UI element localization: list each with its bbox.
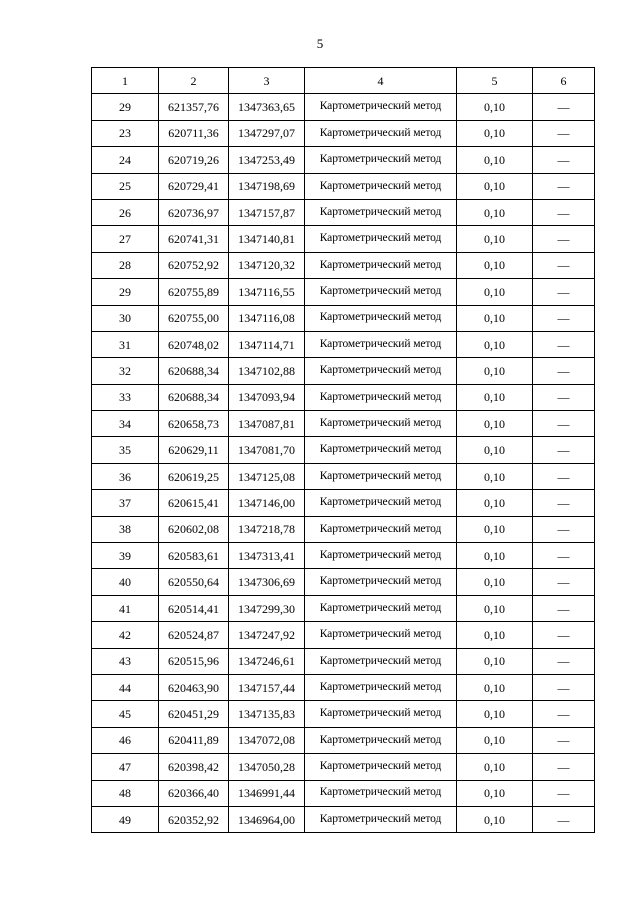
method-cell: Картометрический метод xyxy=(305,358,457,384)
method-cell: Картометрический метод xyxy=(305,569,457,595)
method-cell: Картометрический метод xyxy=(305,622,457,648)
note-cell: — xyxy=(533,252,595,278)
accuracy-cell: 0,10 xyxy=(457,674,533,700)
note-cell: — xyxy=(533,780,595,806)
x-coordinate-cell: 620515,96 xyxy=(159,648,229,674)
accuracy-cell: 0,10 xyxy=(457,543,533,569)
y-coordinate-cell: 1347072,08 xyxy=(229,727,305,753)
table-row xyxy=(92,305,595,331)
y-coordinate-cell: 1347120,32 xyxy=(229,252,305,278)
accuracy-cell: 0,10 xyxy=(457,437,533,463)
point-number-cell: 35 xyxy=(92,437,159,463)
point-number-cell: 31 xyxy=(92,331,159,357)
point-number-cell: 43 xyxy=(92,648,159,674)
point-number-cell: 32 xyxy=(92,358,159,384)
note-cell: — xyxy=(533,490,595,516)
point-number-cell: 36 xyxy=(92,463,159,489)
table-row xyxy=(92,252,595,278)
table-row xyxy=(92,727,595,753)
column-header: 1 xyxy=(92,68,159,94)
note-cell: — xyxy=(533,806,595,832)
table-body xyxy=(92,94,595,833)
accuracy-cell: 0,10 xyxy=(457,358,533,384)
accuracy-cell: 0,10 xyxy=(457,94,533,120)
method-cell: Картометрический метод xyxy=(305,437,457,463)
y-coordinate-cell: 1347081,70 xyxy=(229,437,305,463)
note-cell: — xyxy=(533,463,595,489)
table-row xyxy=(92,358,595,384)
note-cell: — xyxy=(533,411,595,437)
accuracy-cell: 0,10 xyxy=(457,701,533,727)
accuracy-cell: 0,10 xyxy=(457,120,533,146)
point-number-cell: 42 xyxy=(92,622,159,648)
table-row xyxy=(92,384,595,410)
note-cell: — xyxy=(533,674,595,700)
table-header xyxy=(92,68,595,94)
x-coordinate-cell: 620741,31 xyxy=(159,226,229,252)
point-number-cell: 23 xyxy=(92,120,159,146)
method-cell: Картометрический метод xyxy=(305,384,457,410)
page-number: 5 xyxy=(316,36,324,51)
table-row xyxy=(92,754,595,780)
x-coordinate-cell: 620411,89 xyxy=(159,727,229,753)
point-number-cell: 25 xyxy=(92,173,159,199)
accuracy-cell: 0,10 xyxy=(457,569,533,595)
point-number-cell: 45 xyxy=(92,701,159,727)
point-number-cell: 44 xyxy=(92,674,159,700)
x-coordinate-cell: 620755,89 xyxy=(159,279,229,305)
table-row xyxy=(92,173,595,199)
y-coordinate-cell: 1347135,83 xyxy=(229,701,305,727)
accuracy-cell: 0,10 xyxy=(457,226,533,252)
table-row xyxy=(92,543,595,569)
table-row xyxy=(92,569,595,595)
point-number-cell: 24 xyxy=(92,147,159,173)
point-number-cell: 27 xyxy=(92,226,159,252)
y-coordinate-cell: 1347246,61 xyxy=(229,648,305,674)
coordinates-table xyxy=(91,67,595,833)
note-cell: — xyxy=(533,384,595,410)
table-row xyxy=(92,437,595,463)
x-coordinate-cell: 620629,11 xyxy=(159,437,229,463)
point-number-cell: 41 xyxy=(92,595,159,621)
point-number-cell: 48 xyxy=(92,780,159,806)
note-cell: — xyxy=(533,437,595,463)
note-cell: — xyxy=(533,622,595,648)
method-cell: Картометрический метод xyxy=(305,516,457,542)
point-number-cell: 37 xyxy=(92,490,159,516)
y-coordinate-cell: 1347114,71 xyxy=(229,331,305,357)
x-coordinate-cell: 620550,64 xyxy=(159,569,229,595)
note-cell: — xyxy=(533,173,595,199)
method-cell: Картометрический метод xyxy=(305,120,457,146)
method-cell: Картометрический метод xyxy=(305,648,457,674)
x-coordinate-cell: 620398,42 xyxy=(159,754,229,780)
table-row xyxy=(92,411,595,437)
method-cell: Картометрический метод xyxy=(305,411,457,437)
table-row xyxy=(92,595,595,621)
y-coordinate-cell: 1346964,00 xyxy=(229,806,305,832)
accuracy-cell: 0,10 xyxy=(457,516,533,542)
x-coordinate-cell: 621357,76 xyxy=(159,94,229,120)
accuracy-cell: 0,10 xyxy=(457,622,533,648)
accuracy-cell: 0,10 xyxy=(457,384,533,410)
note-cell: — xyxy=(533,701,595,727)
table-row xyxy=(92,674,595,700)
x-coordinate-cell: 620615,41 xyxy=(159,490,229,516)
x-coordinate-cell: 620658,73 xyxy=(159,411,229,437)
y-coordinate-cell: 1347157,44 xyxy=(229,674,305,700)
method-cell: Картометрический метод xyxy=(305,147,457,173)
x-coordinate-cell: 620583,61 xyxy=(159,543,229,569)
x-coordinate-cell: 620602,08 xyxy=(159,516,229,542)
y-coordinate-cell: 1347198,69 xyxy=(229,173,305,199)
x-coordinate-cell: 620755,00 xyxy=(159,305,229,331)
table-row xyxy=(92,648,595,674)
method-cell: Картометрический метод xyxy=(305,701,457,727)
y-coordinate-cell: 1347299,30 xyxy=(229,595,305,621)
y-coordinate-cell: 1347146,00 xyxy=(229,490,305,516)
table-row xyxy=(92,780,595,806)
point-number-cell: 30 xyxy=(92,305,159,331)
x-coordinate-cell: 620366,40 xyxy=(159,780,229,806)
method-cell: Картометрический метод xyxy=(305,279,457,305)
accuracy-cell: 0,10 xyxy=(457,173,533,199)
table-row xyxy=(92,94,595,120)
table-row xyxy=(92,331,595,357)
note-cell: — xyxy=(533,226,595,252)
point-number-cell: 28 xyxy=(92,252,159,278)
accuracy-cell: 0,10 xyxy=(457,331,533,357)
method-cell: Картометрический метод xyxy=(305,754,457,780)
y-coordinate-cell: 1347116,08 xyxy=(229,305,305,331)
column-header: 2 xyxy=(159,68,229,94)
method-cell: Картометрический метод xyxy=(305,305,457,331)
y-coordinate-cell: 1347125,08 xyxy=(229,463,305,489)
point-number-cell: 49 xyxy=(92,806,159,832)
accuracy-cell: 0,10 xyxy=(457,490,533,516)
accuracy-cell: 0,10 xyxy=(457,411,533,437)
y-coordinate-cell: 1347140,81 xyxy=(229,226,305,252)
table-row xyxy=(92,490,595,516)
note-cell: — xyxy=(533,199,595,225)
method-cell: Картометрический метод xyxy=(305,727,457,753)
note-cell: — xyxy=(533,516,595,542)
accuracy-cell: 0,10 xyxy=(457,252,533,278)
note-cell: — xyxy=(533,727,595,753)
method-cell: Картометрический метод xyxy=(305,674,457,700)
note-cell: — xyxy=(533,120,595,146)
y-coordinate-cell: 1347306,69 xyxy=(229,569,305,595)
table-row xyxy=(92,120,595,146)
table-row xyxy=(92,279,595,305)
method-cell: Картометрический метод xyxy=(305,463,457,489)
method-cell: Картометрический метод xyxy=(305,490,457,516)
note-cell: — xyxy=(533,648,595,674)
accuracy-cell: 0,10 xyxy=(457,147,533,173)
note-cell: — xyxy=(533,279,595,305)
accuracy-cell: 0,10 xyxy=(457,279,533,305)
accuracy-cell: 0,10 xyxy=(457,754,533,780)
table-row xyxy=(92,463,595,489)
note-cell: — xyxy=(533,543,595,569)
point-number-cell: 29 xyxy=(92,94,159,120)
column-header: 3 xyxy=(229,68,305,94)
method-cell: Картометрический метод xyxy=(305,543,457,569)
y-coordinate-cell: 1347087,81 xyxy=(229,411,305,437)
accuracy-cell: 0,10 xyxy=(457,305,533,331)
table-row xyxy=(92,226,595,252)
note-cell: — xyxy=(533,569,595,595)
x-coordinate-cell: 620619,25 xyxy=(159,463,229,489)
note-cell: — xyxy=(533,331,595,357)
table-row xyxy=(92,806,595,832)
y-coordinate-cell: 1347093,94 xyxy=(229,384,305,410)
method-cell: Картометрический метод xyxy=(305,595,457,621)
y-coordinate-cell: 1347102,88 xyxy=(229,358,305,384)
header-row xyxy=(92,68,595,94)
y-coordinate-cell: 1346991,44 xyxy=(229,780,305,806)
x-coordinate-cell: 620688,34 xyxy=(159,358,229,384)
point-number-cell: 38 xyxy=(92,516,159,542)
method-cell: Картометрический метод xyxy=(305,252,457,278)
y-coordinate-cell: 1347157,87 xyxy=(229,199,305,225)
y-coordinate-cell: 1347116,55 xyxy=(229,279,305,305)
accuracy-cell: 0,10 xyxy=(457,595,533,621)
accuracy-cell: 0,10 xyxy=(457,727,533,753)
note-cell: — xyxy=(533,147,595,173)
y-coordinate-cell: 1347218,78 xyxy=(229,516,305,542)
point-number-cell: 34 xyxy=(92,411,159,437)
note-cell: — xyxy=(533,595,595,621)
x-coordinate-cell: 620514,41 xyxy=(159,595,229,621)
x-coordinate-cell: 620451,29 xyxy=(159,701,229,727)
note-cell: — xyxy=(533,358,595,384)
accuracy-cell: 0,10 xyxy=(457,199,533,225)
table-row xyxy=(92,622,595,648)
column-header: 5 xyxy=(457,68,533,94)
y-coordinate-cell: 1347297,07 xyxy=(229,120,305,146)
x-coordinate-cell: 620719,26 xyxy=(159,147,229,173)
point-number-cell: 40 xyxy=(92,569,159,595)
x-coordinate-cell: 620524,87 xyxy=(159,622,229,648)
x-coordinate-cell: 620352,92 xyxy=(159,806,229,832)
x-coordinate-cell: 620463,90 xyxy=(159,674,229,700)
accuracy-cell: 0,10 xyxy=(457,463,533,489)
point-number-cell: 33 xyxy=(92,384,159,410)
method-cell: Картометрический метод xyxy=(305,173,457,199)
x-coordinate-cell: 620729,41 xyxy=(159,173,229,199)
method-cell: Картометрический метод xyxy=(305,199,457,225)
column-header: 6 xyxy=(533,68,595,94)
note-cell: — xyxy=(533,94,595,120)
x-coordinate-cell: 620688,34 xyxy=(159,384,229,410)
accuracy-cell: 0,10 xyxy=(457,648,533,674)
x-coordinate-cell: 620736,97 xyxy=(159,199,229,225)
table-row xyxy=(92,516,595,542)
note-cell: — xyxy=(533,754,595,780)
x-coordinate-cell: 620752,92 xyxy=(159,252,229,278)
point-number-cell: 29 xyxy=(92,279,159,305)
y-coordinate-cell: 1347313,41 xyxy=(229,543,305,569)
table-row xyxy=(92,701,595,727)
accuracy-cell: 0,10 xyxy=(457,780,533,806)
x-coordinate-cell: 620711,36 xyxy=(159,120,229,146)
point-number-cell: 39 xyxy=(92,543,159,569)
point-number-cell: 47 xyxy=(92,754,159,780)
y-coordinate-cell: 1347247,92 xyxy=(229,622,305,648)
y-coordinate-cell: 1347050,28 xyxy=(229,754,305,780)
table-row xyxy=(92,147,595,173)
method-cell: Картометрический метод xyxy=(305,806,457,832)
point-number-cell: 46 xyxy=(92,727,159,753)
method-cell: Картометрический метод xyxy=(305,780,457,806)
method-cell: Картометрический метод xyxy=(305,94,457,120)
y-coordinate-cell: 1347253,49 xyxy=(229,147,305,173)
method-cell: Картометрический метод xyxy=(305,331,457,357)
x-coordinate-cell: 620748,02 xyxy=(159,331,229,357)
y-coordinate-cell: 1347363,65 xyxy=(229,94,305,120)
column-header: 4 xyxy=(305,68,457,94)
note-cell: — xyxy=(533,305,595,331)
table-row xyxy=(92,199,595,225)
method-cell: Картометрический метод xyxy=(305,226,457,252)
point-number-cell: 26 xyxy=(92,199,159,225)
accuracy-cell: 0,10 xyxy=(457,806,533,832)
